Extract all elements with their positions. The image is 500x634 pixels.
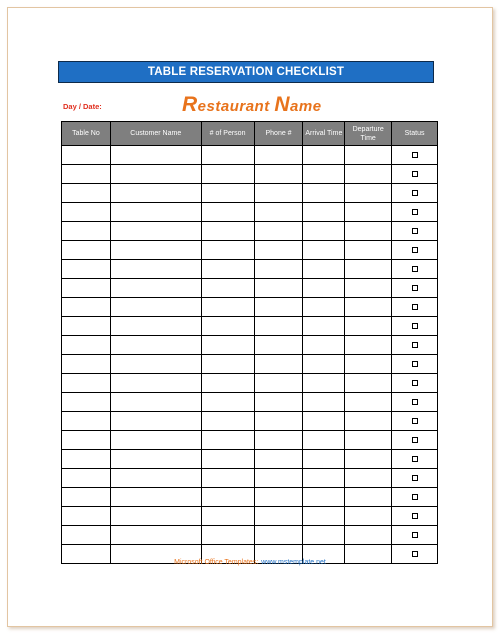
cell-status <box>392 336 438 355</box>
cell-table-no[interactable] <box>62 469 111 488</box>
cell-status <box>392 469 438 488</box>
cell-num-person[interactable] <box>201 393 254 412</box>
cell-customer-name[interactable] <box>110 241 201 260</box>
table-row <box>62 165 438 184</box>
cell-num-person[interactable] <box>201 279 254 298</box>
cell-num-person[interactable] <box>201 184 254 203</box>
cell-num-person[interactable] <box>201 507 254 526</box>
restaurant-name-initial-n: N <box>274 93 291 116</box>
cell-customer-name[interactable] <box>110 203 201 222</box>
status-checkbox[interactable] <box>412 361 418 367</box>
cell-status <box>392 431 438 450</box>
cell-num-person[interactable] <box>201 526 254 545</box>
table-row <box>62 279 438 298</box>
status-checkbox[interactable] <box>412 152 418 158</box>
cell-num-person[interactable] <box>201 336 254 355</box>
cell-phone[interactable] <box>254 203 303 222</box>
table-row <box>62 298 438 317</box>
cell-phone[interactable] <box>254 165 303 184</box>
cell-table-no[interactable] <box>62 526 111 545</box>
cell-status <box>392 507 438 526</box>
footer-link[interactable]: www.mstemplate.net <box>261 559 326 566</box>
table-row <box>62 469 438 488</box>
cell-phone[interactable] <box>254 298 303 317</box>
cell-num-person[interactable] <box>201 317 254 336</box>
cell-phone[interactable] <box>254 469 303 488</box>
restaurant-name-initial-r: R <box>182 93 198 116</box>
cell-status <box>392 222 438 241</box>
status-checkbox[interactable] <box>412 171 418 177</box>
cell-departure-time[interactable] <box>345 336 392 355</box>
cell-phone[interactable] <box>254 374 303 393</box>
cell-phone[interactable] <box>254 279 303 298</box>
cell-departure-time[interactable] <box>345 393 392 412</box>
cell-table-no[interactable] <box>62 279 111 298</box>
cell-status <box>392 412 438 431</box>
cell-num-person[interactable] <box>201 469 254 488</box>
cell-arrival-time[interactable] <box>303 469 345 488</box>
table-row <box>62 336 438 355</box>
cell-customer-name[interactable] <box>110 336 201 355</box>
cell-departure-time[interactable] <box>345 374 392 393</box>
cell-num-person[interactable] <box>201 488 254 507</box>
cell-table-no[interactable] <box>62 336 111 355</box>
cell-phone[interactable] <box>254 393 303 412</box>
cell-status <box>392 298 438 317</box>
cell-arrival-time[interactable] <box>303 431 345 450</box>
cell-arrival-time[interactable] <box>303 146 345 165</box>
cell-table-no[interactable] <box>62 203 111 222</box>
cell-departure-time[interactable] <box>345 298 392 317</box>
cell-arrival-time[interactable] <box>303 203 345 222</box>
cell-table-no[interactable] <box>62 374 111 393</box>
cell-status <box>392 355 438 374</box>
cell-num-person[interactable] <box>201 431 254 450</box>
reservation-table <box>61 121 438 564</box>
restaurant-name-rest-2: ame <box>290 98 322 115</box>
table-row <box>62 507 438 526</box>
cell-customer-name[interactable] <box>110 165 201 184</box>
table-row <box>62 412 438 431</box>
cell-num-person[interactable] <box>201 241 254 260</box>
status-checkbox[interactable] <box>412 342 418 348</box>
cell-num-person[interactable] <box>201 355 254 374</box>
header-table-no: Table No <box>62 122 111 146</box>
cell-status <box>392 317 438 336</box>
cell-arrival-time[interactable] <box>303 488 345 507</box>
cell-arrival-time[interactable] <box>303 298 345 317</box>
table-body <box>62 146 438 564</box>
table-row <box>62 184 438 203</box>
cell-customer-name[interactable] <box>110 469 201 488</box>
cell-phone[interactable] <box>254 317 303 336</box>
cell-table-no[interactable] <box>62 260 111 279</box>
footer <box>0 559 500 566</box>
cell-arrival-time[interactable] <box>303 355 345 374</box>
cell-departure-time[interactable] <box>345 431 392 450</box>
table-row <box>62 374 438 393</box>
table-row <box>62 488 438 507</box>
header-phone: Phone # <box>254 122 303 146</box>
cell-num-person[interactable] <box>201 165 254 184</box>
cell-departure-time[interactable] <box>345 279 392 298</box>
status-checkbox[interactable] <box>412 475 418 481</box>
cell-num-person[interactable] <box>201 298 254 317</box>
table-header-row <box>62 122 438 146</box>
status-checkbox[interactable] <box>412 513 418 519</box>
cell-phone[interactable] <box>254 526 303 545</box>
status-checkbox[interactable] <box>412 551 418 557</box>
cell-phone[interactable] <box>254 241 303 260</box>
cell-table-no[interactable] <box>62 431 111 450</box>
cell-departure-time[interactable] <box>345 488 392 507</box>
status-checkbox[interactable] <box>412 323 418 329</box>
cell-departure-time[interactable] <box>345 355 392 374</box>
cell-phone[interactable] <box>254 260 303 279</box>
cell-phone[interactable] <box>254 222 303 241</box>
cell-table-no[interactable] <box>62 488 111 507</box>
cell-status <box>392 146 438 165</box>
cell-phone[interactable] <box>254 412 303 431</box>
cell-num-person[interactable] <box>201 374 254 393</box>
cell-table-no[interactable] <box>62 184 111 203</box>
cell-customer-name[interactable] <box>110 450 201 469</box>
table-row <box>62 431 438 450</box>
cell-arrival-time[interactable] <box>303 317 345 336</box>
status-checkbox[interactable] <box>412 266 418 272</box>
header-status: Status <box>392 122 438 146</box>
header-departure-time: Departure Time <box>345 122 392 146</box>
cell-status <box>392 260 438 279</box>
cell-departure-time[interactable] <box>345 241 392 260</box>
cell-num-person[interactable] <box>201 146 254 165</box>
cell-table-no[interactable] <box>62 393 111 412</box>
footer-label: Microsoft Office Templates: <box>174 559 259 566</box>
document-title: TABLE RESERVATION CHECKLIST <box>58 61 434 83</box>
cell-customer-name[interactable] <box>110 260 201 279</box>
cell-departure-time[interactable] <box>345 526 392 545</box>
cell-table-no[interactable] <box>62 507 111 526</box>
cell-status <box>392 488 438 507</box>
table-row <box>62 146 438 165</box>
cell-departure-time[interactable] <box>345 412 392 431</box>
cell-customer-name[interactable] <box>110 488 201 507</box>
cell-arrival-time[interactable] <box>303 222 345 241</box>
cell-phone[interactable] <box>254 146 303 165</box>
cell-customer-name[interactable] <box>110 222 201 241</box>
status-checkbox[interactable] <box>412 228 418 234</box>
cell-departure-time[interactable] <box>345 146 392 165</box>
status-checkbox[interactable] <box>412 399 418 405</box>
cell-phone[interactable] <box>254 488 303 507</box>
cell-customer-name[interactable] <box>110 526 201 545</box>
table-row <box>62 526 438 545</box>
status-checkbox[interactable] <box>412 456 418 462</box>
cell-customer-name[interactable] <box>110 355 201 374</box>
table-row <box>62 222 438 241</box>
table-row <box>62 317 438 336</box>
cell-status <box>392 241 438 260</box>
cell-phone[interactable] <box>254 355 303 374</box>
status-checkbox[interactable] <box>412 304 418 310</box>
cell-arrival-time[interactable] <box>303 165 345 184</box>
cell-departure-time[interactable] <box>345 165 392 184</box>
cell-table-no[interactable] <box>62 355 111 374</box>
table-row <box>62 450 438 469</box>
status-checkbox[interactable] <box>412 285 418 291</box>
cell-arrival-time[interactable] <box>303 260 345 279</box>
cell-table-no[interactable] <box>62 317 111 336</box>
cell-phone[interactable] <box>254 184 303 203</box>
cell-departure-time[interactable] <box>345 317 392 336</box>
cell-departure-time[interactable] <box>345 507 392 526</box>
status-checkbox[interactable] <box>412 380 418 386</box>
cell-phone[interactable] <box>254 507 303 526</box>
cell-arrival-time[interactable] <box>303 507 345 526</box>
cell-departure-time[interactable] <box>345 450 392 469</box>
cell-arrival-time[interactable] <box>303 412 345 431</box>
cell-arrival-time[interactable] <box>303 336 345 355</box>
cell-customer-name[interactable] <box>110 412 201 431</box>
cell-arrival-time[interactable] <box>303 279 345 298</box>
cell-customer-name[interactable] <box>110 279 201 298</box>
table-row <box>62 203 438 222</box>
status-checkbox[interactable] <box>412 247 418 253</box>
header-num-person: # of Person <box>201 122 254 146</box>
table-row <box>62 241 438 260</box>
cell-table-no[interactable] <box>62 165 111 184</box>
cell-customer-name[interactable] <box>110 184 201 203</box>
restaurant-name <box>182 93 322 117</box>
cell-num-person[interactable] <box>201 222 254 241</box>
cell-phone[interactable] <box>254 450 303 469</box>
status-checkbox[interactable] <box>412 532 418 538</box>
cell-customer-name[interactable] <box>110 298 201 317</box>
cell-table-no[interactable] <box>62 222 111 241</box>
cell-arrival-time[interactable] <box>303 374 345 393</box>
table-row <box>62 393 438 412</box>
cell-status <box>392 184 438 203</box>
cell-status <box>392 374 438 393</box>
cell-arrival-time[interactable] <box>303 526 345 545</box>
cell-status <box>392 165 438 184</box>
cell-table-no[interactable] <box>62 146 111 165</box>
cell-customer-name[interactable] <box>110 431 201 450</box>
cell-status <box>392 450 438 469</box>
cell-customer-name[interactable] <box>110 317 201 336</box>
cell-customer-name[interactable] <box>110 374 201 393</box>
cell-departure-time[interactable] <box>345 184 392 203</box>
cell-status <box>392 279 438 298</box>
table-row <box>62 355 438 374</box>
cell-phone[interactable] <box>254 336 303 355</box>
cell-num-person[interactable] <box>201 412 254 431</box>
cell-num-person[interactable] <box>201 203 254 222</box>
cell-status <box>392 526 438 545</box>
table-row <box>62 260 438 279</box>
cell-table-no[interactable] <box>62 298 111 317</box>
header-arrival-time: Arrival Time <box>303 122 345 146</box>
cell-arrival-time[interactable] <box>303 393 345 412</box>
cell-departure-time[interactable] <box>345 203 392 222</box>
cell-arrival-time[interactable] <box>303 241 345 260</box>
cell-arrival-time[interactable] <box>303 450 345 469</box>
cell-status <box>392 393 438 412</box>
cell-arrival-time[interactable] <box>303 184 345 203</box>
restaurant-name-rest-1: estaurant <box>197 98 275 115</box>
cell-customer-name[interactable] <box>110 393 201 412</box>
cell-customer-name[interactable] <box>110 507 201 526</box>
cell-status <box>392 203 438 222</box>
status-checkbox[interactable] <box>412 494 418 500</box>
status-checkbox[interactable] <box>412 190 418 196</box>
cell-table-no[interactable] <box>62 241 111 260</box>
cell-departure-time[interactable] <box>345 469 392 488</box>
cell-phone[interactable] <box>254 431 303 450</box>
cell-table-no[interactable] <box>62 450 111 469</box>
cell-table-no[interactable] <box>62 412 111 431</box>
status-checkbox[interactable] <box>412 418 418 424</box>
cell-customer-name[interactable] <box>110 146 201 165</box>
cell-departure-time[interactable] <box>345 260 392 279</box>
cell-num-person[interactable] <box>201 260 254 279</box>
cell-departure-time[interactable] <box>345 222 392 241</box>
day-date-label: Day / Date: <box>63 102 102 111</box>
status-checkbox[interactable] <box>412 437 418 443</box>
header-customer-name: Customer Name <box>110 122 201 146</box>
cell-num-person[interactable] <box>201 450 254 469</box>
status-checkbox[interactable] <box>412 209 418 215</box>
